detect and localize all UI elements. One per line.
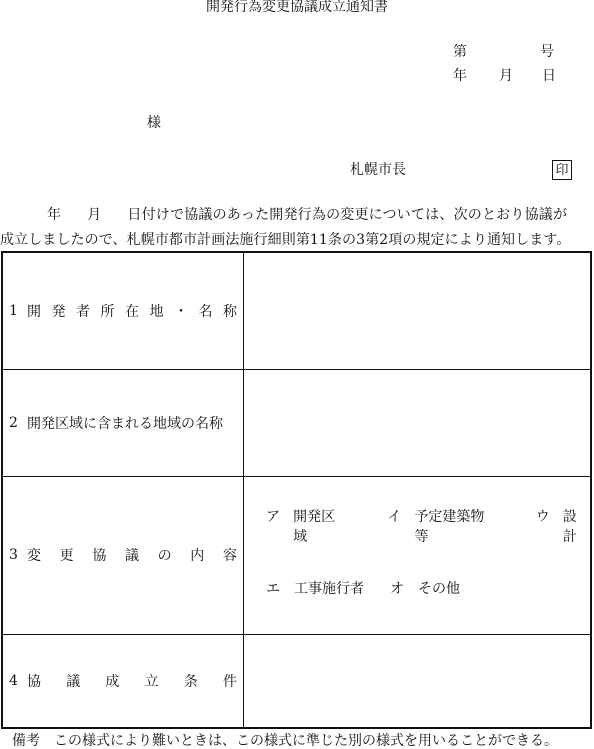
row-2-label-text: 開発区域に含まれる地域の名称 (27, 415, 223, 432)
option-text: 開発区域 (293, 509, 336, 545)
row-1-value[interactable] (244, 252, 592, 369)
table-row (2, 634, 591, 728)
row-3-label-text (27, 545, 237, 565)
option-text: 設計 (562, 509, 577, 545)
option-text: 工事施行者 (294, 581, 364, 597)
label-char: 容 (222, 548, 237, 564)
option-text: その他 (418, 581, 460, 597)
option-row-2 (244, 578, 590, 598)
notice-table (1, 251, 592, 729)
row-2-label (2, 369, 244, 476)
label-char: 変 (27, 548, 41, 564)
label-char: 在 (125, 303, 139, 320)
label-char: 更 (59, 548, 74, 564)
row-number: 1 (9, 302, 18, 319)
label-char: 件 (222, 673, 237, 690)
option-kana: エ (266, 581, 280, 597)
table-row (2, 252, 591, 369)
seal-mark (552, 160, 572, 180)
label-char: 開 (27, 303, 41, 320)
option-item[interactable] (387, 506, 495, 546)
row-3-value (244, 476, 592, 634)
option-kana: ウ (535, 509, 550, 525)
option-row-1 (244, 506, 590, 546)
option-item[interactable] (266, 578, 364, 598)
option-kana: オ (390, 581, 404, 597)
option-item[interactable] (390, 578, 460, 598)
label-char: 協 (27, 673, 41, 690)
row-2-value[interactable] (244, 369, 592, 476)
date-day-label: 日 (542, 68, 556, 84)
intro-month: 月 (87, 207, 102, 223)
seal-text: 印 (555, 162, 569, 178)
label-char: 所 (100, 303, 115, 320)
label-char: 議 (66, 673, 81, 690)
label-char: 名 (198, 303, 213, 320)
row-3-label (2, 476, 244, 634)
row-4-label (2, 634, 244, 728)
label-char: 者 (76, 303, 90, 320)
label-char: 立 (144, 673, 159, 690)
intro-line-2: 成立しましたので、札幌市都市計画法施行細則第11条の3第2項の規定により通知します。 (0, 232, 571, 248)
row-4-value[interactable] (244, 634, 592, 728)
label-char: 称 (223, 303, 237, 320)
number-prefix: 第 (453, 44, 467, 60)
option-kana: ア (266, 509, 280, 525)
table-row (2, 369, 591, 476)
option-kana: イ (387, 509, 402, 525)
number-suffix: 号 (540, 44, 554, 60)
label-char: ・ (174, 303, 188, 320)
option-item[interactable] (266, 506, 347, 546)
issuer-name: 札幌市長 (350, 162, 406, 178)
remark-note: 備考 この様式により難いときは、この様式に準じた別の様式を用いることができる。 (12, 733, 558, 749)
label-char: 協 (92, 548, 107, 564)
intro-year: 年 (47, 207, 62, 223)
label-char: 発 (51, 303, 66, 320)
label-char: 内 (190, 548, 205, 564)
label-char: 条 (183, 673, 198, 690)
label-char: 議 (124, 548, 139, 564)
row-number: 2 (9, 414, 18, 431)
date-year-label: 年 (453, 68, 467, 84)
document-title: 開発行為変更協議成立通知書 (206, 0, 388, 15)
date-month-label: 月 (499, 68, 513, 84)
row-number: 3 (9, 547, 18, 563)
table-row (2, 476, 591, 634)
intro-line-1 (47, 208, 567, 222)
option-text: 予定建築物等 (414, 509, 485, 545)
intro-rest: 日付けで協議のあった開発行為の変更については、次のとおり協議が (127, 207, 568, 223)
label-char: 成 (105, 673, 120, 690)
row-1-label (2, 252, 244, 369)
option-item[interactable] (536, 506, 590, 546)
row-number: 4 (9, 672, 18, 689)
row-1-label-text (27, 301, 237, 321)
row-4-label-text (27, 671, 237, 691)
label-char: の (157, 548, 172, 564)
addressee-honorific: 様 (147, 115, 161, 131)
label-char: 地 (149, 303, 164, 320)
